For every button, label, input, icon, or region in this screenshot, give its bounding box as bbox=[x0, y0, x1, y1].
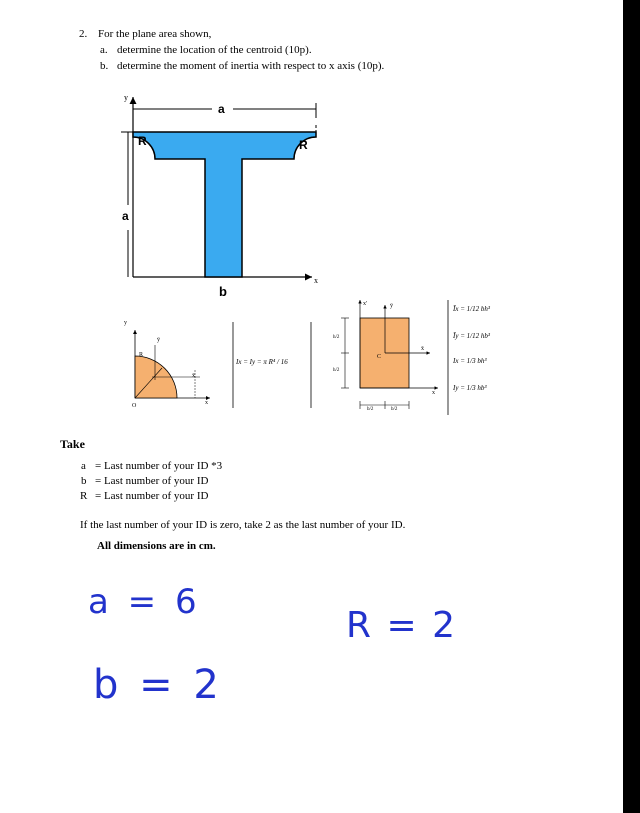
rect-c-label: C bbox=[377, 354, 382, 360]
part-b-marker: b. bbox=[100, 60, 109, 72]
handwritten-a-value: a = 6 bbox=[88, 582, 201, 622]
t-dim-b: b bbox=[219, 284, 227, 299]
rect-xbar-label: x̄ bbox=[421, 346, 424, 352]
t-x-axis-label: x bbox=[314, 276, 318, 285]
t-radius-left: R bbox=[138, 134, 147, 148]
formula-ix: Ix = 1/3 bh³ bbox=[453, 357, 487, 365]
part-a-text: determine the location of the centroid (10p). bbox=[117, 44, 312, 56]
part-a-marker: a. bbox=[100, 44, 108, 56]
t-y-axis-label: y bbox=[124, 93, 128, 102]
rect-ybar-label: ȳ bbox=[390, 303, 393, 309]
take-var-r: R bbox=[80, 490, 88, 502]
rect-h2-top: h/2 bbox=[333, 335, 340, 340]
take-def-b: = Last number of your ID bbox=[95, 475, 209, 487]
take-units-note: All dimensions are in cm. bbox=[97, 540, 216, 552]
formula-iy-bar: Īy = 1/12 hb³ bbox=[453, 332, 490, 340]
take-var-a: a bbox=[81, 460, 86, 472]
formula-iy: Iy = 1/3 hb³ bbox=[453, 384, 487, 392]
rect-h2-bottom: h/2 bbox=[333, 368, 340, 373]
qc-x-label: x bbox=[205, 400, 208, 406]
problem-number: 2. bbox=[79, 28, 88, 40]
t-radius-right: R bbox=[299, 138, 308, 152]
take-zero-note: If the last number of your ID is zero, take 2 as the last number of your ID. bbox=[80, 519, 406, 531]
formula-ix-bar: Īx = 1/12 bh³ bbox=[453, 305, 490, 313]
take-def-a: = Last number of your ID *3 bbox=[95, 460, 223, 472]
handwritten-r-value: R = 2 bbox=[346, 605, 457, 646]
rect-x-label: x bbox=[432, 390, 435, 396]
qc-formula: Ix = Iy = π R⁴ / 16 bbox=[236, 358, 288, 366]
rect-b2-left: b/2 bbox=[367, 407, 374, 412]
qc-origin-label: O bbox=[132, 403, 137, 409]
part-b-text: determine the moment of inertia with respect to x axis (10p). bbox=[117, 60, 385, 72]
rect-xprime-label: x' bbox=[363, 301, 368, 307]
t-dim-a-side: a bbox=[122, 209, 129, 223]
handwritten-b-value: b = 2 bbox=[93, 662, 223, 708]
t-dim-a-top: a bbox=[218, 102, 225, 116]
take-def-r: = Last number of your ID bbox=[95, 490, 209, 502]
qc-xbar-label: x̄ bbox=[192, 373, 195, 379]
problem-statement: For the plane area shown, bbox=[98, 28, 212, 40]
rect-b2-right: b/2 bbox=[391, 407, 398, 412]
take-var-b: b bbox=[81, 475, 87, 487]
qc-ybar-label: ȳ bbox=[157, 337, 160, 343]
qc-y-label: y bbox=[124, 320, 127, 326]
take-title: Take bbox=[60, 437, 85, 451]
qc-r-label: R bbox=[139, 352, 144, 358]
